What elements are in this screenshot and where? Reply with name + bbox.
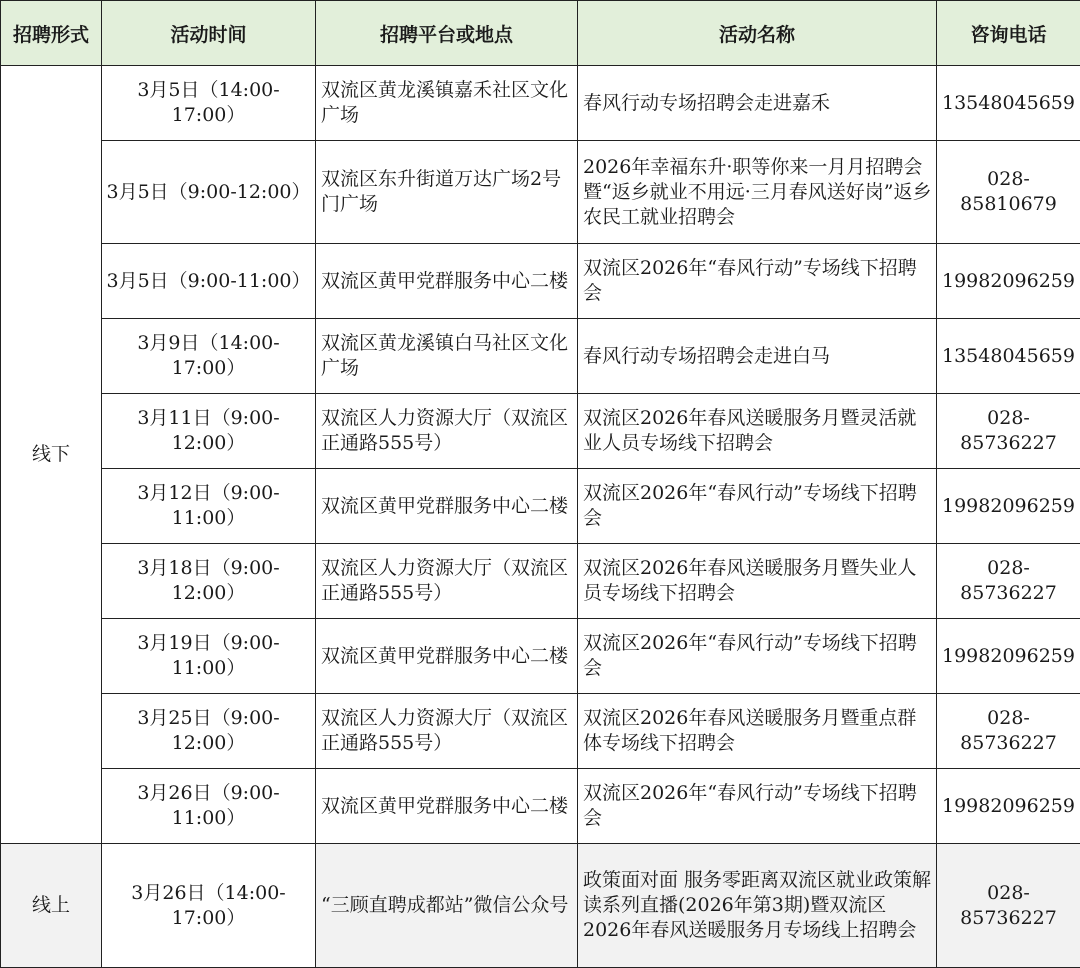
time-cell: 3月12日（9:00-11:00） [102, 469, 316, 544]
name-cell: 双流区2026年春风送暖服务月暨灵活就业人员专场线下招聘会 [578, 394, 937, 469]
header-row [1, 1, 1080, 66]
time-cell: 3月9日（14:00-17:00） [102, 319, 316, 394]
table-row [1, 619, 1080, 694]
name-cell: 春风行动专场招聘会走进白马 [578, 319, 937, 394]
place-cell: 双流区黄甲党群服务中心二楼 [316, 469, 578, 544]
phone-cell: 028-85736227 [937, 544, 1080, 619]
place-cell: 双流区人力资源大厅（双流区正通路555号） [316, 544, 578, 619]
time-cell: 3月5日（9:00-11:00） [102, 244, 316, 319]
header-format: 招聘形式 [1, 1, 102, 66]
table-row [1, 319, 1080, 394]
phone-cell: 19982096259 [937, 769, 1080, 844]
time-cell: 3月5日（9:00-12:00） [102, 141, 316, 244]
place-cell: 双流区人力资源大厅（双流区正通路555号） [316, 694, 578, 769]
time-cell: 3月26日（9:00-11:00） [102, 769, 316, 844]
phone-cell: 028-85736227 [937, 694, 1080, 769]
name-cell: 2026年幸福东升·职等你来一月月招聘会暨“返乡就业不用远·三月春风送好岗”返乡农民工就业招聘会 [578, 141, 937, 244]
name-cell: 春风行动专场招聘会走进嘉禾 [578, 66, 937, 141]
place-cell: 双流区人力资源大厅（双流区正通路555号） [316, 394, 578, 469]
time-cell: 3月26日（14:00-17:00） [102, 844, 316, 968]
name-cell: 双流区2026年“春风行动”专场线下招聘会 [578, 469, 937, 544]
table-row [1, 244, 1080, 319]
table-row [1, 694, 1080, 769]
table-row [1, 544, 1080, 619]
name-cell: 双流区2026年春风送暖服务月暨重点群体专场线下招聘会 [578, 694, 937, 769]
place-cell: 双流区东升街道万达广场2号门广场 [316, 141, 578, 244]
phone-cell: 19982096259 [937, 619, 1080, 694]
place-cell: 双流区黄龙溪镇嘉禾社区文化广场 [316, 66, 578, 141]
phone-cell: 13548045659 [937, 66, 1080, 141]
name-cell: 双流区2026年“春风行动”专场线下招聘会 [578, 769, 937, 844]
name-cell: 双流区2026年“春风行动”专场线下招聘会 [578, 619, 937, 694]
phone-cell: 19982096259 [937, 244, 1080, 319]
phone-cell: 19982096259 [937, 469, 1080, 544]
place-cell: 双流区黄龙溪镇白马社区文化广场 [316, 319, 578, 394]
table-row [1, 469, 1080, 544]
table-row [1, 394, 1080, 469]
name-cell: 政策面对面 服务零距离双流区就业政策解读系列直播(2026年第3期)暨双流区2026年春风送暖服务月专场线上招聘会 [578, 844, 937, 968]
header-phone: 咨询电话 [937, 1, 1080, 66]
name-cell: 双流区2026年春风送暖服务月暨失业人员专场线下招聘会 [578, 544, 937, 619]
phone-cell: 028-85810679 [937, 141, 1080, 244]
table-row-online [1, 844, 1080, 968]
offline-label: 线下 [1, 66, 102, 844]
header-name: 活动名称 [578, 1, 937, 66]
place-cell: “三顾直聘成都站”微信公众号 [316, 844, 578, 968]
header-time: 活动时间 [102, 1, 316, 66]
time-cell: 3月18日（9:00-12:00） [102, 544, 316, 619]
time-cell: 3月25日（9:00-12:00） [102, 694, 316, 769]
phone-cell: 028-85736227 [937, 394, 1080, 469]
table-row [1, 141, 1080, 244]
header-place: 招聘平台或地点 [316, 1, 578, 66]
phone-cell: 13548045659 [937, 319, 1080, 394]
place-cell: 双流区黄甲党群服务中心二楼 [316, 769, 578, 844]
online-label: 线上 [1, 844, 102, 968]
place-cell: 双流区黄甲党群服务中心二楼 [316, 619, 578, 694]
name-cell: 双流区2026年“春风行动”专场线下招聘会 [578, 244, 937, 319]
time-cell: 3月5日（14:00-17:00） [102, 66, 316, 141]
table-row [1, 769, 1080, 844]
phone-cell: 028-85736227 [937, 844, 1080, 968]
time-cell: 3月11日（9:00-12:00） [102, 394, 316, 469]
table-row [1, 66, 1080, 141]
time-cell: 3月19日（9:00-11:00） [102, 619, 316, 694]
place-cell: 双流区黄甲党群服务中心二楼 [316, 244, 578, 319]
